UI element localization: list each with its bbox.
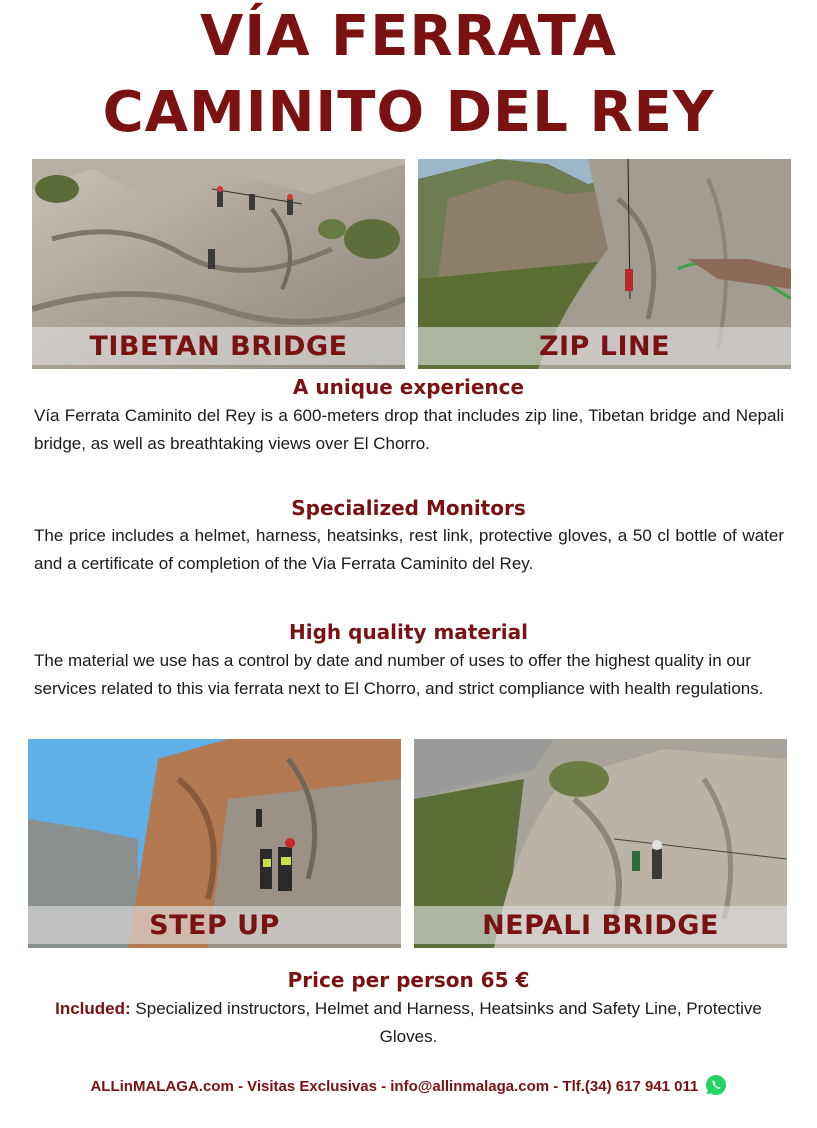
photo-zip-line [418,159,791,369]
footer-contact [0,1076,817,1098]
caption-nepali-bridge: NEPALI BRIDGE [482,909,719,941]
title-line-2: CAMINITO DEL REY [102,80,715,145]
heading-high-quality-material: High quality material [289,620,528,644]
heading-specialized-monitors: Specialized Monitors [291,496,526,520]
caption-zip-line: ZIP LINE [538,330,671,362]
price-heading: Price per person 65 € [287,968,530,992]
whatsapp-icon[interactable] [705,1074,727,1096]
included-items: Specialized instructors, Helmet and Harness, Heatsinks and Safety Line, Protective Gloves. [130,999,762,1046]
caption-step-up: STEP UP [149,909,280,941]
text-high-quality-material: The material we use has a control by date and number of uses to offer the highest quality in our services related to this via ferrata next to El Chorro, and strict compliance with health regulations. [34,651,764,698]
caption-tibetan-bridge: TIBETAN BRIDGE [89,330,348,362]
caption-band [32,327,405,365]
heading-unique-experience: A unique experience [292,375,525,399]
photo-step-up [28,739,401,948]
title-line-1: VÍA FERRATA [200,4,617,69]
caption-band [28,906,401,944]
text-unique-experience: Vía Ferrata Caminito del Rey is a 600-meters drop that includes zip line, Tibetan bridge and Nepali bridge, as well as breathtaking views over El Chorro. [34,406,784,453]
photo-tibetan-bridge [32,159,405,369]
footer-text: ALLinMALAGA.com - Visitas Exclusivas - info@allinmalaga.com - Tlf.(34) 617 941 011 [90,1077,699,1095]
text-specialized-monitors: The price includes a helmet, harness, heatsinks, rest link, protective gloves, a 50 cl bottle of water and a certificate of completion of the Via Ferrata Caminito del Rey. [34,526,784,573]
caption-band [414,906,787,944]
photo-nepali-bridge [414,739,787,948]
included-label: Included: [55,999,131,1018]
included-text [40,995,777,1051]
caption-band [418,327,791,365]
